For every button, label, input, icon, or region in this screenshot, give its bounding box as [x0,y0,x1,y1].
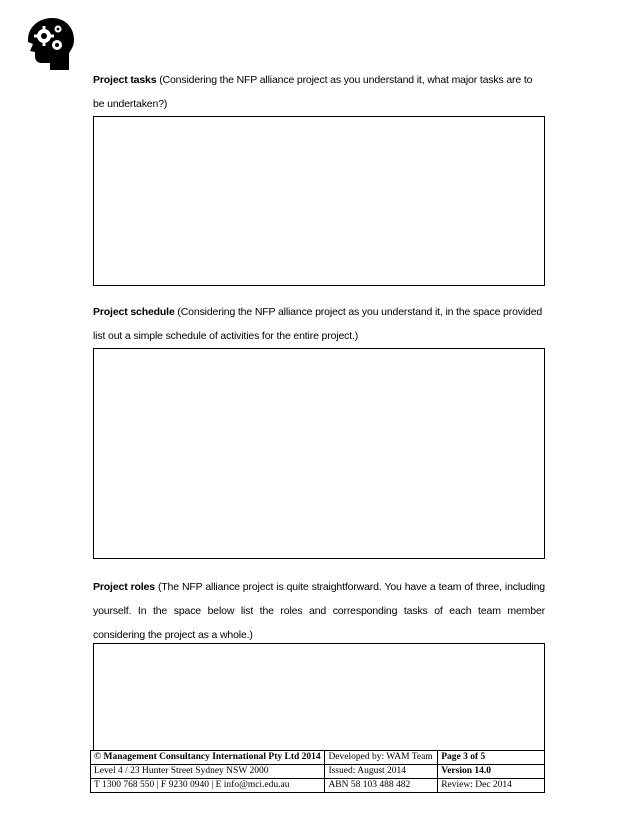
head-gears-logo-icon [22,16,78,72]
project-schedule-answer-box[interactable] [93,348,545,559]
footer-review: Review: Dec 2014 [438,779,545,793]
document-footer-table [90,750,545,793]
footer-developer: Developed by: WAM Team [325,751,438,765]
project-schedule-text: (Considering the NFP alliance project as you understand it, in the space provided list out a simple schedule of activities for the entire project.) [93,306,543,342]
project-roles-title: Project roles [93,581,155,593]
project-schedule-title: Project schedule [93,306,175,318]
footer-row [91,765,545,779]
project-roles-text: (The NFP alliance project is quite straightforward. You have a team of three, including yourself. In the space below list the roles and corresponding tasks of each team member considering the project as a whole.) [93,581,545,641]
footer-abn: ABN 58 103 488 482 [325,779,438,793]
project-tasks-answer-box[interactable] [93,116,545,286]
footer-copyright: © Management Consultancy International Pty Ltd 2014 [91,751,325,765]
footer-page-number: Page 3 of 5 [438,751,545,765]
footer-address: Level 4 / 23 Hunter Street Sydney NSW 2000 [91,765,325,779]
project-schedule-prompt [93,300,545,348]
project-tasks-title: Project tasks [93,74,157,86]
project-tasks-prompt [93,68,545,116]
project-tasks-text: (Considering the NFP alliance project as you understand it, what major tasks are to be undertaken?) [93,74,533,110]
footer-contact: T 1300 768 550 | F 9230 0940 | E info@mci.edu.au [91,779,325,793]
footer-issued: Issued: August 2014 [325,765,438,779]
project-roles-answer-box[interactable] [93,643,545,751]
footer-row [91,751,545,765]
project-roles-prompt [93,575,545,647]
footer-version: Version 14.0 [438,765,545,779]
footer-row [91,779,545,793]
